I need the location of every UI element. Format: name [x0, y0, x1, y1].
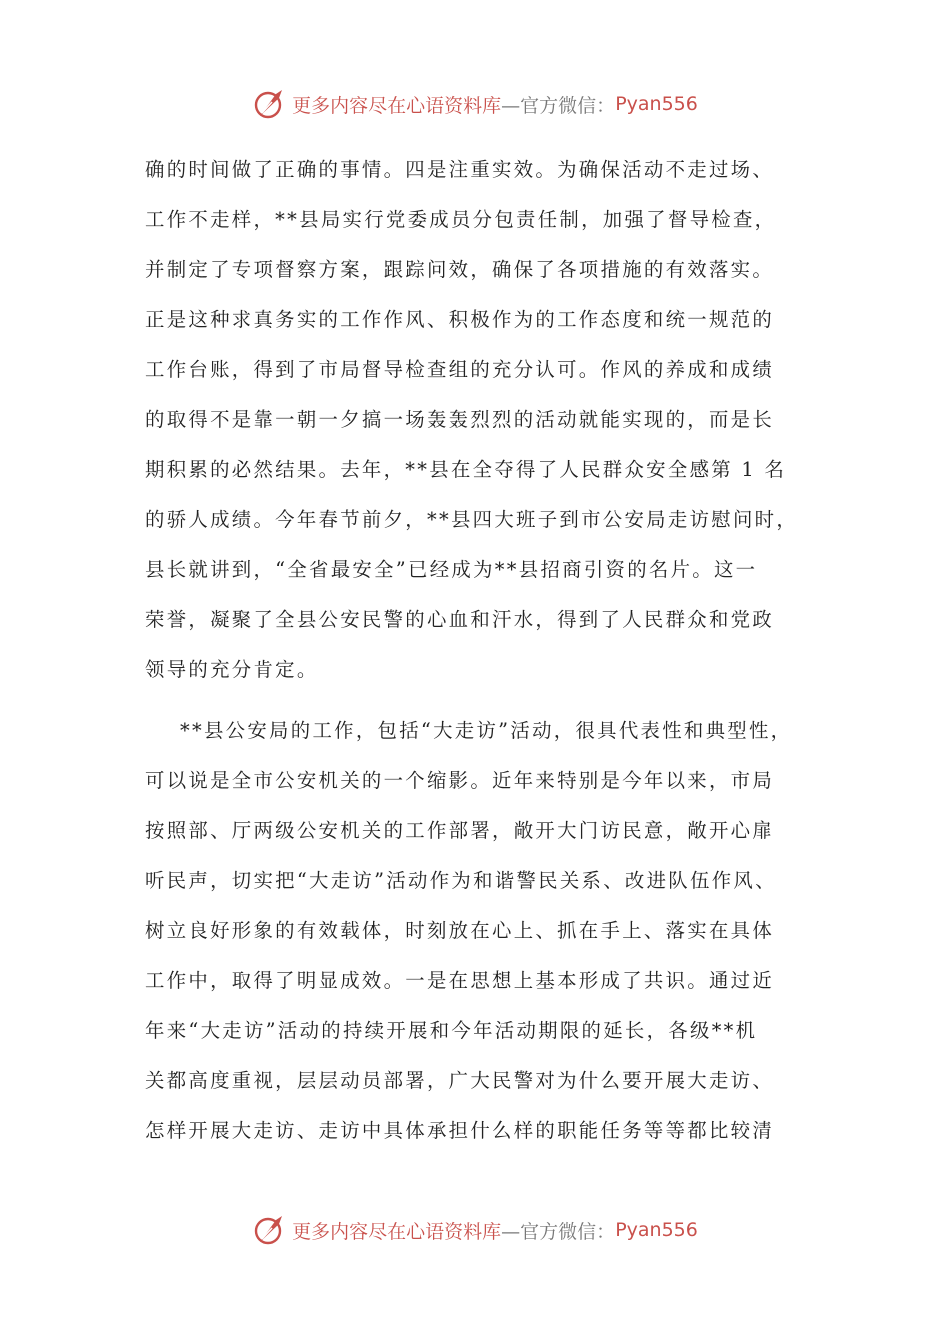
quill-logo-icon	[252, 86, 288, 122]
text-line: 期积累的必然结果。去年，**县在全夺得了人民群众安全感第 1 名	[145, 458, 787, 481]
quill-logo-icon	[252, 1212, 288, 1248]
text-line: 工作不走样，**县局实行党委成员分包责任制，加强了督导检查，	[145, 208, 777, 231]
header-banner	[0, 84, 950, 124]
text-line: 怎样开展大走访、走访中具体承担什么样的职能任务等等都比较清	[145, 1119, 775, 1142]
text-line: 的骄人成绩。今年春节前夕，**县四大班子到市公安局走访慰问时，	[145, 508, 799, 531]
footer-text-id: Pyan556	[615, 1219, 698, 1241]
text-line: 听民声，切实把“大走访”活动作为和谐警民关系、改进队伍作风、	[145, 869, 777, 892]
text-line: 确的时间做了正确的事情。四是注重实效。为确保活动不走过场、	[145, 158, 775, 181]
text-line: 年来“大走访”活动的持续开展和今年活动期限的延长，各级**机	[145, 1019, 758, 1042]
text-line: 领导的充分肯定。	[145, 658, 319, 681]
text-line: 按照部、厅两级公安机关的工作部署，敞开大门访民意，敞开心扉	[145, 819, 775, 842]
text-line: 县长就讲到，“全省最安全”已经成为**县招商引资的名片。这一	[145, 558, 758, 581]
text-line: 荣誉，凝聚了全县公安民警的心血和汗水，得到了人民群众和党政	[145, 608, 775, 631]
text-line: 工作台账，得到了市局督导检查组的充分认可。作风的养成和成绩	[145, 358, 775, 381]
text-line: 的取得不是靠一朝一夕搞一场轰轰烈烈的活动就能实现的，而是长	[145, 408, 775, 431]
text-line: 关都高度重视，层层动员部署，广大民警对为什么要开展大走访、	[145, 1069, 775, 1092]
header-text-id: Pyan556	[615, 93, 698, 115]
text-line: 工作中，取得了明显成效。一是在思想上基本形成了共识。通过近	[145, 969, 775, 992]
text-line: 正是这种求真务实的工作作风、积极作为的工作态度和统一规范的	[145, 308, 775, 331]
header-text-wechat: —官方微信：	[501, 94, 616, 117]
footer-text-wechat: —官方微信：	[501, 1220, 616, 1243]
text-line: 树立良好形象的有效载体，时刻放在心上、抓在手上、落实在具体	[145, 919, 775, 942]
text-line: 可以说是全市公安机关的一个缩影。近年来特别是今年以来，市局	[145, 769, 775, 792]
footer-text-library: 更多内容尽在心语资料库	[292, 1220, 502, 1243]
text-line: 并制定了专项督察方案，跟踪问效，确保了各项措施的有效落实。	[145, 258, 775, 281]
header-text-library: 更多内容尽在心语资料库	[292, 94, 502, 117]
footer-banner	[0, 1210, 950, 1250]
text-line: **县公安局的工作，包括“大走访”活动，很具代表性和典型性，	[180, 719, 793, 742]
